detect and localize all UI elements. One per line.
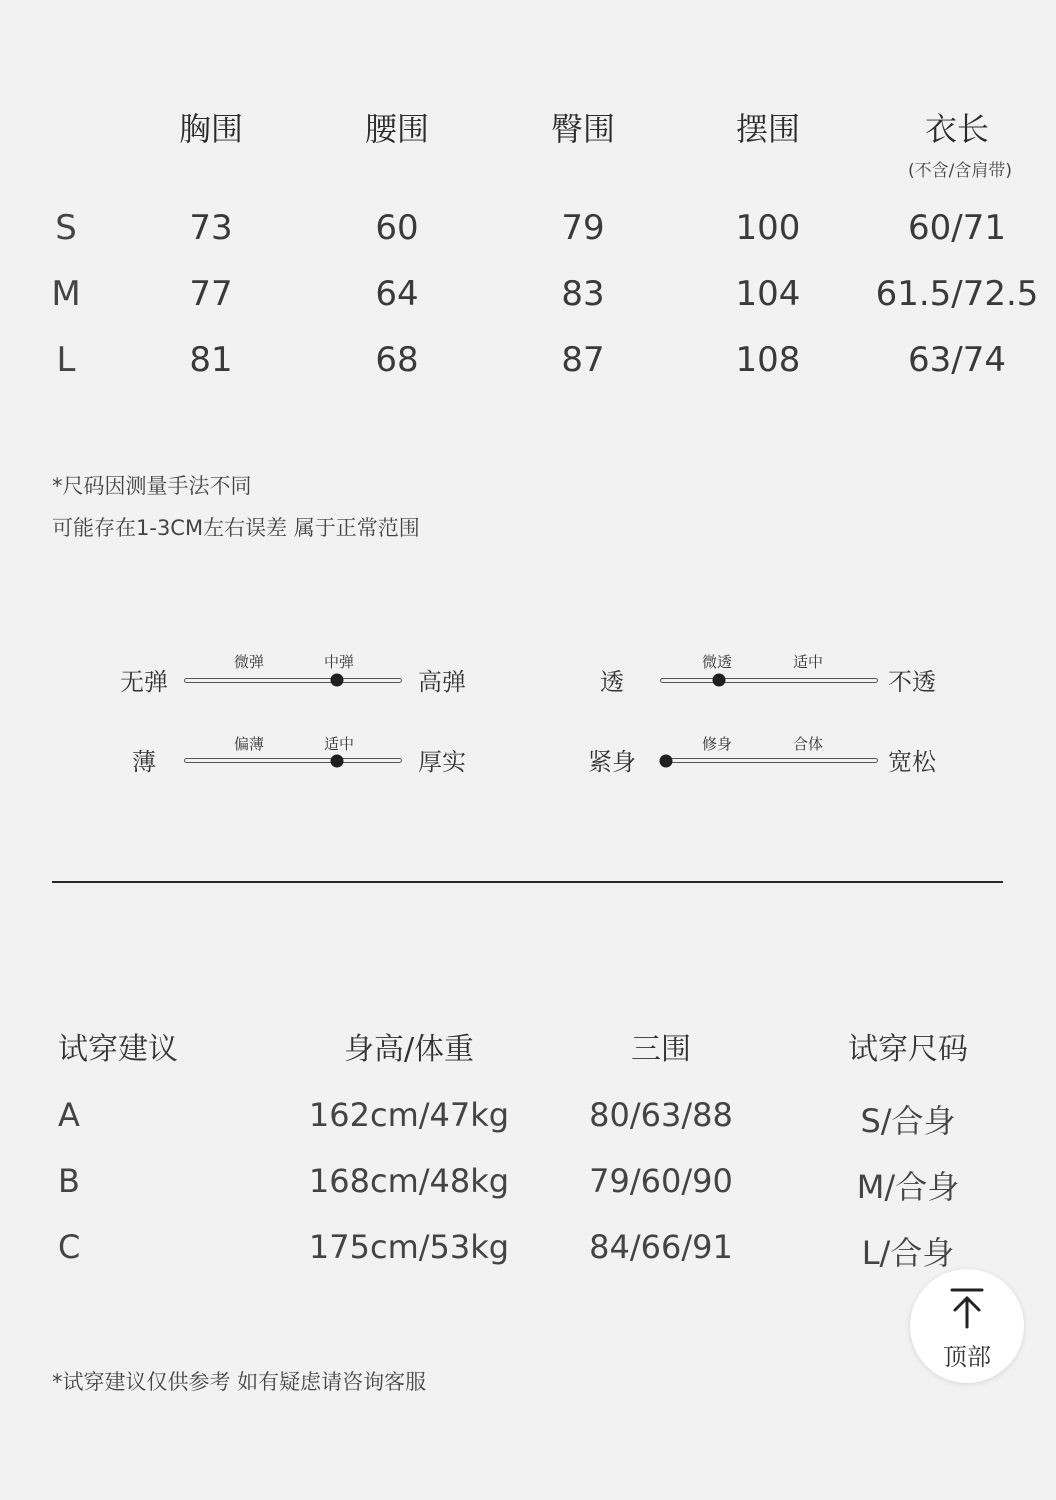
cell-s-length: 60/71 bbox=[908, 208, 1006, 248]
back-to-top-button[interactable] bbox=[910, 1269, 1024, 1383]
tryon-header-measurements: 三围 bbox=[631, 1032, 691, 1067]
scale-track bbox=[184, 678, 402, 683]
scale-right-label: 厚实 bbox=[418, 748, 466, 776]
cell-m-waist: 64 bbox=[375, 274, 419, 314]
cell-s-bust: 73 bbox=[189, 208, 233, 248]
scale-track bbox=[184, 758, 402, 763]
size-label-m: M bbox=[51, 274, 81, 314]
measure-note-line1: *尺码因测量手法不同 bbox=[52, 474, 252, 498]
cell-m-bust: 77 bbox=[189, 274, 233, 314]
tryon-row-height-weight: 175cm/53kg bbox=[308, 1228, 510, 1266]
scale-left-label: 无弹 bbox=[120, 668, 168, 696]
tryon-row-id: B bbox=[58, 1162, 80, 1200]
scale-right-label: 不透 bbox=[888, 668, 936, 696]
cell-m-hem: 104 bbox=[735, 274, 801, 314]
scale-left-label: 透 bbox=[600, 668, 624, 696]
scale-tick-label: 适中 bbox=[323, 735, 355, 753]
cell-s-hem: 100 bbox=[735, 208, 801, 248]
tryon-header-size: 试穿尺码 bbox=[848, 1032, 968, 1067]
scale-right-label: 宽松 bbox=[888, 748, 936, 776]
back-to-top-label: 顶部 bbox=[943, 1343, 991, 1371]
tryon-row-id: A bbox=[58, 1096, 80, 1134]
scale-tick-label: 偏薄 bbox=[233, 735, 265, 753]
cell-l-waist: 68 bbox=[375, 340, 419, 380]
cell-s-hip: 79 bbox=[561, 208, 605, 248]
size-label-l: L bbox=[56, 340, 76, 380]
tryon-header-height-weight: 身高/体重 bbox=[343, 1032, 475, 1067]
tryon-row-measurements: 79/60/90 bbox=[589, 1162, 733, 1200]
header-hem: 摆围 bbox=[735, 110, 801, 148]
tryon-row-measurements: 80/63/88 bbox=[589, 1096, 733, 1134]
scale-tick-label: 修身 bbox=[701, 735, 733, 753]
tryon-row-id: C bbox=[58, 1228, 81, 1266]
cell-l-hem: 108 bbox=[735, 340, 801, 380]
tryon-row-measurements: 84/66/91 bbox=[589, 1228, 733, 1266]
scale-left-label: 紧身 bbox=[588, 748, 636, 776]
header-length: 衣长 bbox=[924, 110, 990, 148]
scale-right-label: 高弹 bbox=[418, 668, 466, 696]
measure-note-line2: 可能存在1-3CM左右误差 属于正常范围 bbox=[52, 516, 420, 540]
scale-marker bbox=[660, 755, 673, 768]
header-waist: 腰围 bbox=[364, 110, 430, 148]
arrow-up-to-top-icon bbox=[948, 1287, 986, 1329]
scale-tick-label: 适中 bbox=[792, 653, 824, 671]
scale-track bbox=[666, 758, 878, 763]
tryon-row-size: M/合身 bbox=[856, 1168, 960, 1206]
tryon-row-height-weight: 162cm/47kg bbox=[308, 1096, 510, 1134]
tryon-row-size: L/合身 bbox=[861, 1234, 955, 1272]
cell-m-length: 61.5/72.5 bbox=[875, 274, 1039, 314]
cell-l-bust: 81 bbox=[189, 340, 233, 380]
section-divider bbox=[52, 881, 1003, 883]
scale-tick-label: 微透 bbox=[701, 653, 733, 671]
scale-marker bbox=[330, 755, 343, 768]
scale-tick-label: 合体 bbox=[792, 735, 824, 753]
cell-m-hip: 83 bbox=[561, 274, 605, 314]
tryon-row-height-weight: 168cm/48kg bbox=[308, 1162, 510, 1200]
scale-tick-label: 中弹 bbox=[323, 653, 355, 671]
header-hip: 臀围 bbox=[550, 110, 616, 148]
scale-left-label: 薄 bbox=[132, 748, 156, 776]
scale-marker bbox=[712, 674, 725, 687]
tryon-row-size: S/合身 bbox=[860, 1102, 956, 1140]
length-note: (不含/含肩带) bbox=[908, 161, 1012, 181]
cell-s-waist: 60 bbox=[375, 208, 419, 248]
size-label-s: S bbox=[55, 208, 77, 248]
scale-marker bbox=[330, 674, 343, 687]
cell-l-hip: 87 bbox=[561, 340, 605, 380]
tryon-note: *试穿建议仅供参考 如有疑虑请咨询客服 bbox=[52, 1370, 427, 1394]
scale-tick-label: 微弹 bbox=[233, 653, 265, 671]
cell-l-length: 63/74 bbox=[908, 340, 1006, 380]
tryon-header-suggestion: 试穿建议 bbox=[58, 1032, 178, 1067]
header-bust: 胸围 bbox=[178, 110, 244, 148]
scale-track bbox=[660, 678, 878, 683]
